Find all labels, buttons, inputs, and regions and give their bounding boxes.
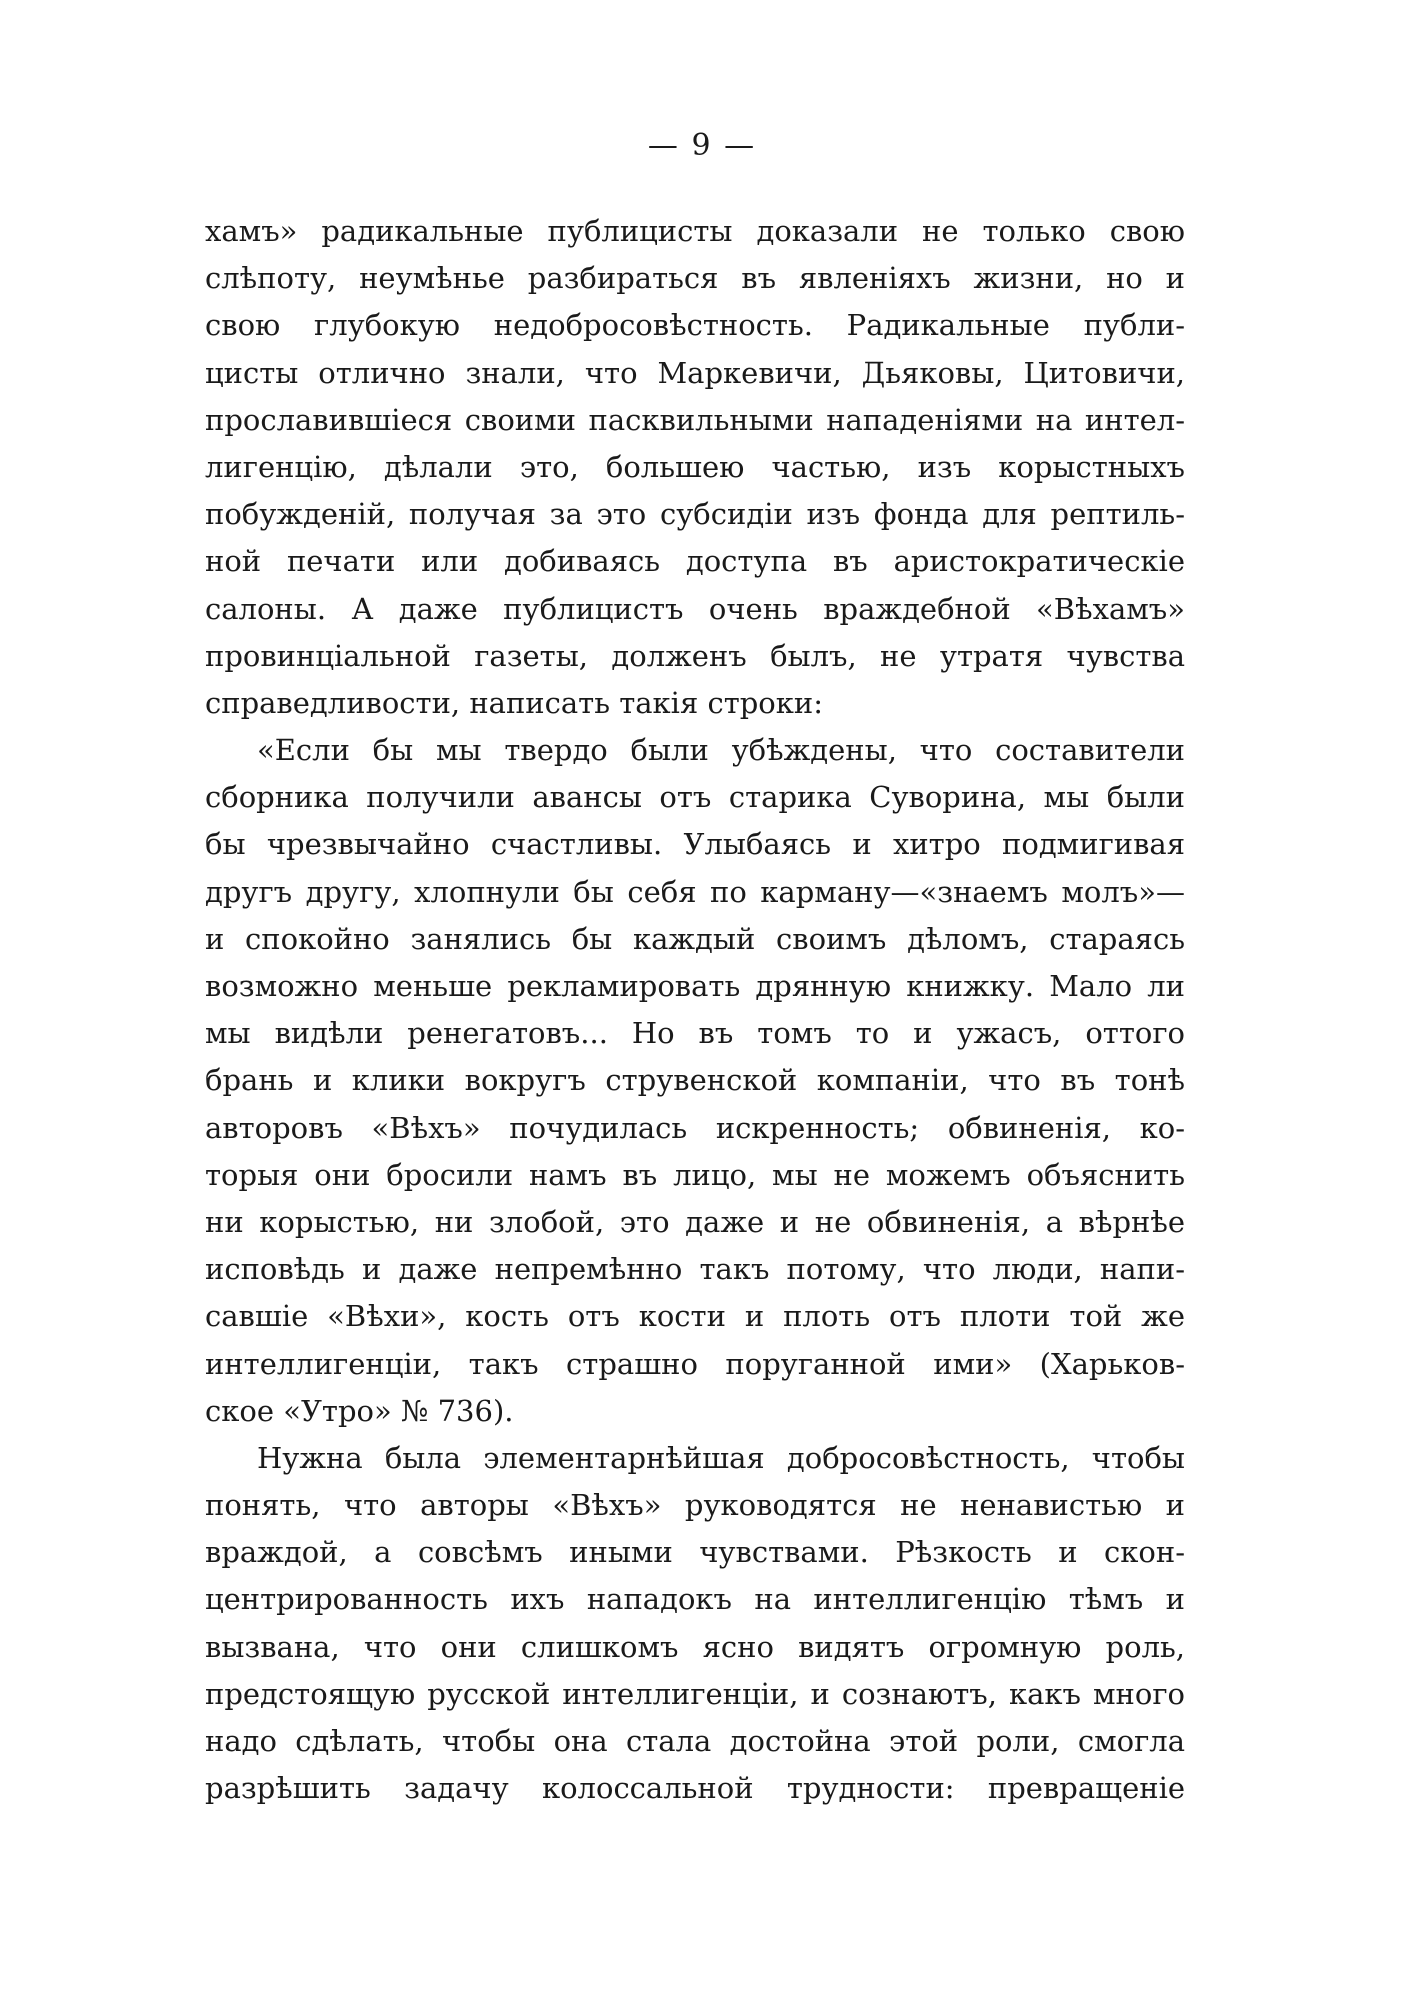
page-number: — 9 — — [647, 128, 757, 163]
text-line: разрѣшить задачу колоссальной трудности: превращеніе — [205, 1771, 1185, 1806]
text-line: предстоящую русской интеллигенціи, и сознаютъ, какъ много — [205, 1676, 1185, 1711]
text-line: прославившіеся своими пасквильными нападеніями на интел- — [205, 402, 1185, 437]
text-line: и спокойно занялись бы каждый своимъ дѣломъ, стараясь — [205, 921, 1185, 956]
text-line: бы чрезвычайно счастливы. Улыбаясь и хитро подмигивая — [205, 827, 1185, 862]
text-line: центрированность ихъ нападокъ на интеллигенцію тѣмъ и — [205, 1582, 1185, 1617]
text-line: сборника получили авансы отъ старика Суворина, мы были — [205, 780, 1185, 815]
text-line: Нужна была элементарнѣйшая добросовѣстность, чтобы — [257, 1440, 1185, 1475]
paragraph-1 — [205, 208, 1185, 727]
text-line: исповѣдь и даже непремѣнно такъ потому, что люди, напи- — [205, 1252, 1185, 1287]
text-line: вызвана, что они слишкомъ ясно видятъ огромную роль, — [205, 1629, 1185, 1664]
text-line: лигенцію, дѣлали это, большею частью, изъ корыстныхъ — [205, 449, 1185, 484]
text-line: ной печати или добиваясь доступа въ аристократическіе — [205, 544, 1185, 579]
text-line: ское «Утро» № 736). — [205, 1393, 514, 1428]
text-line: побужденій, получая за это субсидіи изъ фонда для рептиль- — [205, 497, 1185, 532]
text-line: «Если бы мы твердо были убѣждены, что составители — [257, 733, 1185, 768]
text-line: надо сдѣлать, чтобы она стала достойна этой роли, смогла — [205, 1724, 1185, 1758]
text-line: свою глубокую недобросовѣстность. Радикальные публи- — [205, 308, 1185, 343]
text-line: цисты отлично знали, что Маркевичи, Дьяковы, Цитовичи, — [205, 355, 1185, 390]
text-line: брань и клики вокругъ струвенской компаніи, что въ тонѣ — [205, 1063, 1185, 1098]
text-line: авторовъ «Вѣхъ» почудилась искренность; обвиненія, ко- — [205, 1110, 1185, 1145]
body-text — [205, 208, 1185, 1812]
text-line: слѣпоту, неумѣнье разбираться въ явленіяхъ жизни, но и — [205, 261, 1185, 296]
text-line: мы видѣли ренегатовъ... Но въ томъ то и ужасъ, оттого — [205, 1016, 1185, 1051]
paragraph-2-quote — [205, 727, 1185, 1435]
text-line: хамъ» радикальные публицисты доказали не только свою — [205, 214, 1185, 248]
text-line: савшіе «Вѣхи», кость отъ кости и плоть отъ плоти той же — [205, 1299, 1185, 1334]
text-line: провинціальной газеты, долженъ былъ, не утратя чувства — [205, 638, 1185, 673]
text-line: другъ другу, хлопнули бы себя по карману—«знаемъ молъ»— — [205, 874, 1185, 909]
text-line: салоны. А даже публицистъ очень враждебной «Вѣхамъ» — [205, 591, 1185, 626]
paragraph-3 — [205, 1435, 1185, 1813]
text-line: интеллигенціи, такъ страшно поруганной ими» (Харьков- — [205, 1346, 1185, 1381]
text-line: справедливости, написать такія строки: — [205, 685, 823, 720]
text-line: понять, что авторы «Вѣхъ» руководятся не ненавистью и — [205, 1488, 1185, 1523]
text-line: враждой, а совсѣмъ иными чувствами. Рѣзкость и скон- — [205, 1535, 1185, 1570]
text-line: ни корыстью, ни злобой, это даже и не обвиненія, а вѣрнѣе — [205, 1204, 1185, 1239]
text-line: возможно меньше рекламировать дрянную книжку. Мало ли — [205, 969, 1185, 1003]
text-line: торыя они бросили намъ въ лицо, мы не можемъ объяснить — [205, 1157, 1185, 1192]
